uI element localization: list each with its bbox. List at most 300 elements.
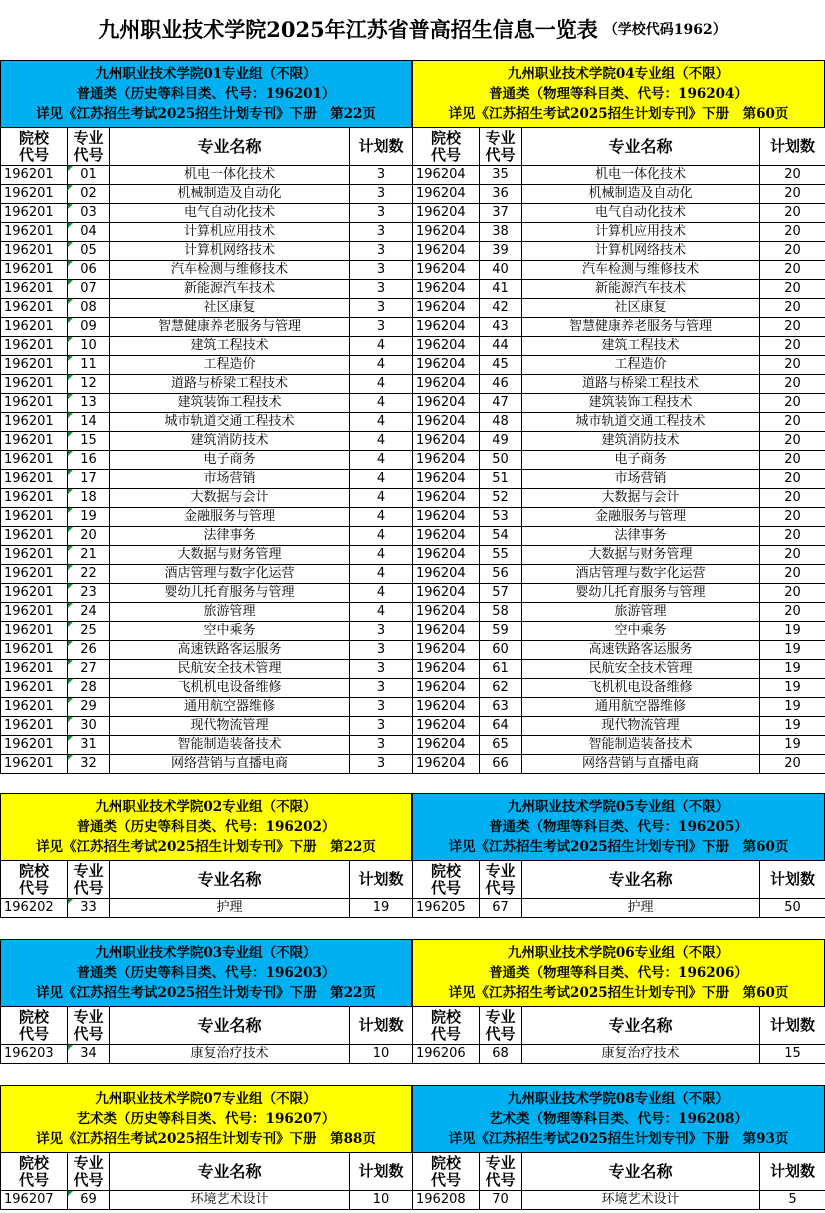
school-code-cell: 196204 [413, 432, 480, 451]
school-code-cell: 196201 [1, 280, 68, 299]
col-school-code-header: 院校 代号 [413, 128, 480, 166]
table-row [413, 1045, 825, 1064]
table-row [1, 223, 413, 242]
major-name-cell: 酒店管理与数字化运营 [110, 565, 350, 584]
major-name-cell: 网络营销与直播电商 [522, 755, 760, 774]
major-code-cell: 69 [68, 1191, 110, 1210]
major-name-cell: 机电一体化技术 [110, 166, 350, 185]
col-plan-header: 计划数 [350, 1007, 413, 1045]
plan-cell: 20 [760, 546, 825, 565]
major-code-cell: 17 [68, 470, 110, 489]
group-header-line1: 九州职业技术学院02专业组（不限） [95, 799, 317, 815]
school-code-cell: 196204 [413, 527, 480, 546]
major-code-cell: 36 [480, 185, 522, 204]
col-major-name-header: 专业名称 [522, 1153, 760, 1191]
plan-cell: 20 [760, 565, 825, 584]
major-name-cell: 计算机网络技术 [110, 242, 350, 261]
major-code-cell: 45 [480, 356, 522, 375]
major-code-cell: 55 [480, 546, 522, 565]
plan-cell: 19 [760, 679, 825, 698]
major-code-cell: 56 [480, 565, 522, 584]
school-code-cell: 196201 [1, 413, 68, 432]
major-name-cell: 法律事务 [522, 527, 760, 546]
major-code-cell: 34 [68, 1045, 110, 1064]
table-row [1, 736, 413, 755]
school-code-cell: 196201 [1, 679, 68, 698]
group-table [0, 127, 413, 774]
table-header-row [413, 1007, 825, 1045]
table-row [1, 755, 413, 774]
major-code-cell: 08 [68, 299, 110, 318]
group-header-line2: 普通类（物理等科目类、代号：196204） [489, 86, 748, 102]
plan-cell: 19 [760, 622, 825, 641]
plan-cell: 4 [350, 603, 413, 622]
school-code-cell: 196201 [1, 584, 68, 603]
table-row [413, 736, 825, 755]
school-code-cell: 196201 [1, 394, 68, 413]
table-row [413, 546, 825, 565]
major-name-cell: 现代物流管理 [110, 717, 350, 736]
major-code-cell: 24 [68, 603, 110, 622]
group-header-line1: 九州职业技术学院04专业组（不限） [507, 66, 730, 82]
plan-cell: 10 [350, 1191, 413, 1210]
major-name-cell: 空中乘务 [522, 622, 760, 641]
group-header [412, 60, 825, 128]
col-plan-header: 计划数 [760, 861, 825, 899]
school-code-cell: 196201 [1, 470, 68, 489]
table-row [1, 603, 413, 622]
school-code-cell: 196204 [413, 242, 480, 261]
plan-cell: 15 [760, 1045, 825, 1064]
school-code-cell: 196204 [413, 641, 480, 660]
major-name-cell: 康复治疗技术 [110, 1045, 350, 1064]
major-code-cell: 30 [68, 717, 110, 736]
group-header [0, 939, 412, 1007]
major-code-cell: 46 [480, 375, 522, 394]
group-header-line2: 普通类（历史等科目类、代号：196201） [76, 86, 336, 102]
major-code-cell: 29 [68, 698, 110, 717]
plan-cell: 3 [350, 166, 413, 185]
group-header-line1: 九州职业技术学院06专业组（不限） [507, 945, 730, 961]
school-code-cell: 196204 [413, 280, 480, 299]
major-code-cell: 62 [480, 679, 522, 698]
major-name-cell: 汽车检测与维修技术 [110, 261, 350, 280]
col-school-code-header: 院校 代号 [413, 1007, 480, 1045]
school-code-cell: 196204 [413, 717, 480, 736]
col-major-name-header: 专业名称 [110, 128, 350, 166]
table-row [413, 470, 825, 489]
major-name-cell: 市场营销 [522, 470, 760, 489]
col-school-code-header: 院校 代号 [1, 128, 68, 166]
table-header-row [1, 861, 413, 899]
plan-cell: 3 [350, 223, 413, 242]
major-code-cell: 35 [480, 166, 522, 185]
major-name-cell: 大数据与会计 [522, 489, 760, 508]
school-code-cell: 196201 [1, 641, 68, 660]
group-header-line3: 详见《江苏招生考试2025招生计划专刊》下册 第93页 [448, 1131, 789, 1147]
school-code-cell: 196203 [1, 1045, 68, 1064]
plan-cell: 20 [760, 603, 825, 622]
major-name-cell: 城市轨道交通工程技术 [110, 413, 350, 432]
major-code-cell: 37 [480, 204, 522, 223]
group-header-line3: 详见《江苏招生考试2025招生计划专刊》下册 第60页 [448, 985, 789, 1001]
page-title-main: 九州职业技术学院2025年江苏省普高招生信息一览表 [98, 17, 598, 42]
school-code-cell: 196204 [413, 603, 480, 622]
major-code-cell: 27 [68, 660, 110, 679]
major-code-cell: 12 [68, 375, 110, 394]
table-row [1, 622, 413, 641]
major-code-cell: 38 [480, 223, 522, 242]
table-row [1, 584, 413, 603]
plan-cell: 20 [760, 261, 825, 280]
plan-cell: 3 [350, 622, 413, 641]
plan-cell: 3 [350, 242, 413, 261]
plan-cell: 3 [350, 717, 413, 736]
page-title-school-code: （学校代码1962） [603, 22, 727, 38]
major-name-cell: 护理 [522, 899, 760, 918]
table-row [413, 1191, 825, 1210]
group-header-line2: 普通类（历史等科目类、代号：196202） [76, 819, 336, 835]
plan-cell: 20 [760, 242, 825, 261]
major-name-cell: 市场营销 [110, 470, 350, 489]
school-code-cell: 196205 [413, 899, 480, 918]
major-code-cell: 28 [68, 679, 110, 698]
major-name-cell: 金融服务与管理 [110, 508, 350, 527]
major-name-cell: 计算机应用技术 [110, 223, 350, 242]
plan-cell: 3 [350, 755, 413, 774]
major-code-cell: 48 [480, 413, 522, 432]
table-row [1, 899, 413, 918]
school-code-cell: 196201 [1, 299, 68, 318]
plan-cell: 20 [760, 223, 825, 242]
major-code-cell: 63 [480, 698, 522, 717]
table-header-row [1, 1007, 413, 1045]
plan-cell: 4 [350, 470, 413, 489]
col-school-code-header: 院校 代号 [1, 1007, 68, 1045]
major-code-cell: 39 [480, 242, 522, 261]
major-name-cell: 计算机应用技术 [522, 223, 760, 242]
col-plan-header: 计划数 [350, 861, 413, 899]
major-code-cell: 44 [480, 337, 522, 356]
major-code-cell: 23 [68, 584, 110, 603]
plan-cell: 20 [760, 337, 825, 356]
school-code-cell: 196204 [413, 318, 480, 337]
major-name-cell: 环境艺术设计 [110, 1191, 350, 1210]
table-row [413, 641, 825, 660]
table-row [1, 432, 413, 451]
school-code-cell: 196204 [413, 204, 480, 223]
plan-cell: 3 [350, 641, 413, 660]
major-name-cell: 智能制造装备技术 [110, 736, 350, 755]
plan-cell: 50 [760, 899, 825, 918]
major-code-cell: 09 [68, 318, 110, 337]
table-row [413, 223, 825, 242]
plan-cell: 3 [350, 698, 413, 717]
major-code-cell: 53 [480, 508, 522, 527]
table-row [413, 698, 825, 717]
major-code-cell: 16 [68, 451, 110, 470]
plan-cell: 4 [350, 337, 413, 356]
col-major-code-header: 专业 代号 [68, 1153, 110, 1191]
table-row [413, 318, 825, 337]
major-code-cell: 52 [480, 489, 522, 508]
table-row [413, 337, 825, 356]
major-code-cell: 21 [68, 546, 110, 565]
col-school-code-header: 院校 代号 [413, 1153, 480, 1191]
major-name-cell: 电子商务 [110, 451, 350, 470]
table-row [413, 166, 825, 185]
plan-cell: 20 [760, 470, 825, 489]
school-code-cell: 196201 [1, 603, 68, 622]
school-code-cell: 196201 [1, 546, 68, 565]
table-row [1, 261, 413, 280]
table-header-row [1, 1153, 413, 1191]
school-code-cell: 196204 [413, 470, 480, 489]
major-name-cell: 机械制造及自动化 [522, 185, 760, 204]
school-code-cell: 196201 [1, 185, 68, 204]
major-code-cell: 66 [480, 755, 522, 774]
plan-cell: 4 [350, 432, 413, 451]
school-code-cell: 196204 [413, 375, 480, 394]
col-plan-header: 计划数 [760, 128, 825, 166]
major-code-cell: 67 [480, 899, 522, 918]
major-code-cell: 58 [480, 603, 522, 622]
table-row [413, 299, 825, 318]
major-name-cell: 建筑消防技术 [522, 432, 760, 451]
school-code-cell: 196204 [413, 622, 480, 641]
school-code-cell: 196204 [413, 546, 480, 565]
col-school-code-header: 院校 代号 [1, 1153, 68, 1191]
group-table [412, 127, 825, 774]
table-row [413, 356, 825, 375]
table-row [1, 166, 413, 185]
major-name-cell: 旅游管理 [522, 603, 760, 622]
school-code-cell: 196201 [1, 622, 68, 641]
group-header-line2: 普通类（物理等科目类、代号：196205） [489, 819, 748, 835]
major-code-cell: 07 [68, 280, 110, 299]
school-code-cell: 196201 [1, 508, 68, 527]
major-code-cell: 49 [480, 432, 522, 451]
group-header-line1: 九州职业技术学院03专业组（不限） [95, 945, 317, 961]
school-code-cell: 196204 [413, 679, 480, 698]
table-row [1, 470, 413, 489]
plan-cell: 3 [350, 660, 413, 679]
major-code-cell: 60 [480, 641, 522, 660]
table-row [1, 679, 413, 698]
table-header-row [413, 861, 825, 899]
plan-cell: 20 [760, 356, 825, 375]
major-name-cell: 旅游管理 [110, 603, 350, 622]
table-row [413, 622, 825, 641]
school-code-cell: 196204 [413, 337, 480, 356]
group-table [0, 1006, 413, 1064]
major-name-cell: 汽车检测与维修技术 [522, 261, 760, 280]
table-row [1, 280, 413, 299]
table-row [1, 489, 413, 508]
group-header [0, 60, 412, 128]
col-major-name-header: 专业名称 [522, 861, 760, 899]
plan-cell: 4 [350, 356, 413, 375]
school-code-cell: 196201 [1, 451, 68, 470]
major-name-cell: 酒店管理与数字化运营 [522, 565, 760, 584]
major-code-cell: 20 [68, 527, 110, 546]
major-name-cell: 飞机机电设备维修 [110, 679, 350, 698]
major-code-cell: 05 [68, 242, 110, 261]
table-row [413, 603, 825, 622]
table-row [1, 337, 413, 356]
group-header-line3: 详见《江苏招生考试2025招生计划专刊》下册 第22页 [36, 106, 376, 122]
major-name-cell: 社区康复 [110, 299, 350, 318]
major-name-cell: 网络营销与直播电商 [110, 755, 350, 774]
school-code-cell: 196204 [413, 584, 480, 603]
group-header [412, 1085, 825, 1153]
plan-cell: 10 [350, 1045, 413, 1064]
group-header-line3: 详见《江苏招生考试2025招生计划专刊》下册 第22页 [36, 985, 376, 1001]
table-row [413, 755, 825, 774]
school-code-cell: 196204 [413, 185, 480, 204]
major-name-cell: 康复治疗技术 [522, 1045, 760, 1064]
school-code-cell: 196204 [413, 451, 480, 470]
table-row [413, 204, 825, 223]
major-name-cell: 民航安全技术管理 [522, 660, 760, 679]
major-name-cell: 婴幼儿托育服务与管理 [522, 584, 760, 603]
col-major-name-header: 专业名称 [110, 861, 350, 899]
plan-cell: 20 [760, 299, 825, 318]
major-name-cell: 智能制造装备技术 [522, 736, 760, 755]
group-table [0, 860, 413, 918]
major-name-cell: 建筑装饰工程技术 [522, 394, 760, 413]
plan-cell: 19 [760, 736, 825, 755]
school-code-cell: 196204 [413, 356, 480, 375]
major-name-cell: 高速铁路客运服务 [522, 641, 760, 660]
table-row [413, 375, 825, 394]
table-row [413, 565, 825, 584]
plan-cell: 19 [760, 698, 825, 717]
group-header-line3: 详见《江苏招生考试2025招生计划专刊》下册 第60页 [448, 106, 789, 122]
major-code-cell: 64 [480, 717, 522, 736]
table-row [1, 318, 413, 337]
school-code-cell: 196204 [413, 394, 480, 413]
major-code-cell: 61 [480, 660, 522, 679]
school-code-cell: 196204 [413, 660, 480, 679]
school-code-cell: 196204 [413, 261, 480, 280]
major-name-cell: 飞机机电设备维修 [522, 679, 760, 698]
major-code-cell: 14 [68, 413, 110, 432]
table-row [413, 185, 825, 204]
page-title [0, 0, 825, 58]
table-row [413, 527, 825, 546]
table-row [1, 185, 413, 204]
major-name-cell: 护理 [110, 899, 350, 918]
major-name-cell: 计算机网络技术 [522, 242, 760, 261]
table-row [413, 451, 825, 470]
table-row [413, 280, 825, 299]
table-row [1, 451, 413, 470]
plan-cell: 4 [350, 375, 413, 394]
major-name-cell: 道路与桥梁工程技术 [522, 375, 760, 394]
table-row [1, 413, 413, 432]
major-code-cell: 19 [68, 508, 110, 527]
major-name-cell: 道路与桥梁工程技术 [110, 375, 350, 394]
col-plan-header: 计划数 [350, 128, 413, 166]
plan-cell: 20 [760, 280, 825, 299]
school-code-cell: 196206 [413, 1045, 480, 1064]
plan-cell: 3 [350, 679, 413, 698]
col-major-code-header: 专业 代号 [480, 1153, 522, 1191]
major-code-cell: 68 [480, 1045, 522, 1064]
table-row [1, 641, 413, 660]
major-name-cell: 金融服务与管理 [522, 508, 760, 527]
school-code-cell: 196201 [1, 337, 68, 356]
school-code-cell: 196204 [413, 508, 480, 527]
major-code-cell: 59 [480, 622, 522, 641]
col-major-code-header: 专业 代号 [68, 861, 110, 899]
plan-cell: 3 [350, 204, 413, 223]
table-row [413, 432, 825, 451]
school-code-cell: 196201 [1, 261, 68, 280]
table-row [413, 413, 825, 432]
school-code-cell: 196204 [413, 698, 480, 717]
school-code-cell: 196201 [1, 527, 68, 546]
major-name-cell: 高速铁路客运服务 [110, 641, 350, 660]
table-row [1, 356, 413, 375]
major-code-cell: 04 [68, 223, 110, 242]
col-plan-header: 计划数 [760, 1007, 825, 1045]
major-code-cell: 25 [68, 622, 110, 641]
major-name-cell: 城市轨道交通工程技术 [522, 413, 760, 432]
plan-cell: 19 [760, 660, 825, 679]
school-code-cell: 196202 [1, 899, 68, 918]
group-header-line3: 详见《江苏招生考试2025招生计划专刊》下册 第22页 [36, 839, 376, 855]
major-name-cell: 智慧健康养老服务与管理 [522, 318, 760, 337]
col-plan-header: 计划数 [350, 1153, 413, 1191]
plan-cell: 20 [760, 394, 825, 413]
table-row [1, 1191, 413, 1210]
plan-cell: 20 [760, 413, 825, 432]
plan-cell: 19 [760, 717, 825, 736]
col-school-code-header: 院校 代号 [1, 861, 68, 899]
col-major-name-header: 专业名称 [110, 1153, 350, 1191]
table-row [413, 584, 825, 603]
col-school-code-header: 院校 代号 [413, 861, 480, 899]
major-code-cell: 26 [68, 641, 110, 660]
school-code-cell: 196204 [413, 736, 480, 755]
major-name-cell: 现代物流管理 [522, 717, 760, 736]
major-name-cell: 建筑工程技术 [110, 337, 350, 356]
major-name-cell: 新能源汽车技术 [522, 280, 760, 299]
table-row [413, 508, 825, 527]
school-code-cell: 196201 [1, 375, 68, 394]
plan-cell: 20 [760, 755, 825, 774]
plan-cell: 20 [760, 508, 825, 527]
table-row [1, 375, 413, 394]
major-code-cell: 11 [68, 356, 110, 375]
school-code-cell: 196201 [1, 698, 68, 717]
major-name-cell: 工程造价 [522, 356, 760, 375]
major-name-cell: 大数据与会计 [110, 489, 350, 508]
table-row [413, 717, 825, 736]
plan-cell: 20 [760, 185, 825, 204]
major-name-cell: 通用航空器维修 [110, 698, 350, 717]
school-code-cell: 196204 [413, 299, 480, 318]
plan-cell: 5 [760, 1191, 825, 1210]
school-code-cell: 196204 [413, 223, 480, 242]
major-code-cell: 03 [68, 204, 110, 223]
plan-cell: 4 [350, 584, 413, 603]
major-name-cell: 民航安全技术管理 [110, 660, 350, 679]
plan-cell: 4 [350, 489, 413, 508]
table-row [1, 717, 413, 736]
